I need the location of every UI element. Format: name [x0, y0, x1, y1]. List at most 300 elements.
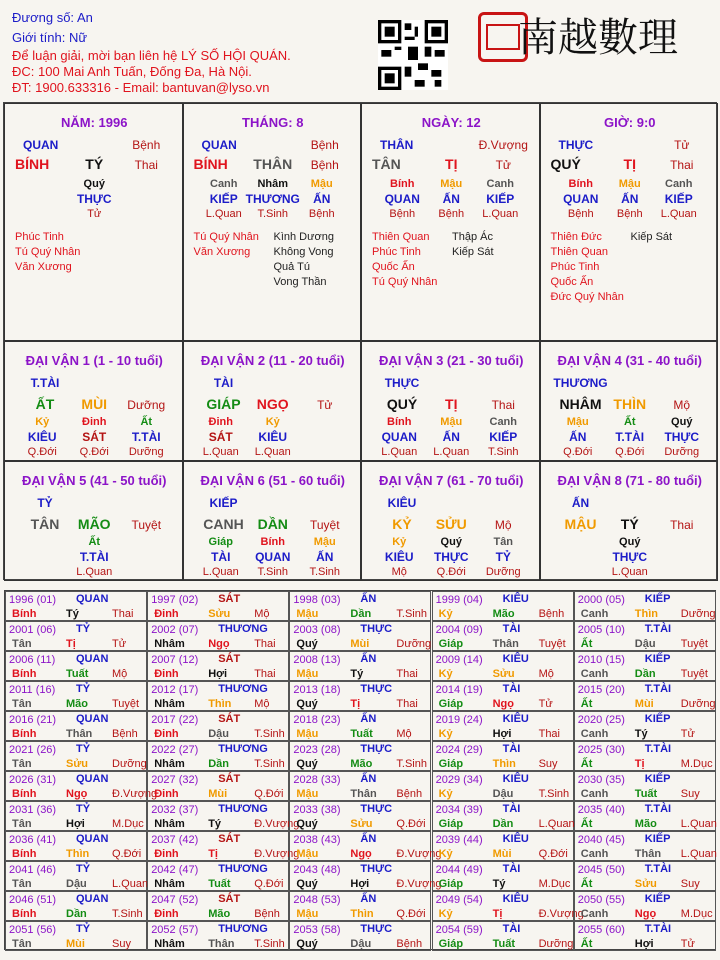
year-branch: Tị	[66, 638, 76, 650]
year-phase: Đ.Vượng	[396, 878, 442, 890]
year-stem: Bính	[12, 668, 37, 680]
year-label: 2055 (60)	[577, 924, 625, 936]
year-cell	[289, 831, 442, 861]
year-label: 2004 (09)	[435, 624, 483, 636]
year-stem: Quý	[296, 878, 318, 890]
dai-van-branch: TỊ	[445, 396, 458, 412]
year-stem: Ất	[580, 638, 593, 650]
hidden-phase: Bệnh	[438, 208, 465, 220]
year-phase: Thai	[396, 698, 418, 710]
qr-code-icon	[378, 20, 448, 90]
year-stem: Tân	[12, 878, 32, 890]
year-label: 2033 (38)	[293, 804, 341, 816]
year-stem: Nhâm	[154, 878, 185, 890]
year-stem: Bính	[12, 848, 37, 860]
inauspicious-star: Kình Dương	[273, 231, 334, 243]
hidden-phase: Q.Đới	[563, 446, 593, 458]
year-cell	[574, 771, 716, 801]
year-god: QUAN	[76, 833, 109, 845]
year-stem: Canh	[580, 668, 609, 680]
year-phase: Dưỡng	[396, 638, 432, 650]
year-branch: Mùi	[66, 938, 85, 950]
year-branch: Ngọ	[492, 698, 514, 710]
dai-van-phase: Mộ	[673, 398, 691, 412]
year-stem: Tân	[12, 818, 32, 830]
year-label: 2053 (58)	[293, 924, 341, 936]
year-stem: Kỷ	[438, 668, 453, 680]
dai-van-god: ẤN	[571, 496, 590, 510]
auspicious-star: Thiên Đức	[550, 231, 602, 243]
dai-van-branch: SỬU	[435, 516, 467, 532]
dai-van-phase: Thai	[670, 518, 694, 532]
year-branch: Tý	[634, 728, 648, 740]
year-god: ẤN	[360, 713, 377, 725]
hidden-phase: Bệnh	[567, 208, 594, 220]
year-god: T.TÀI	[644, 923, 672, 935]
year-stem: Giáp	[438, 698, 464, 710]
year-stem: Giáp	[438, 638, 464, 650]
year-branch: Tý	[492, 878, 506, 890]
pillar-phase: Thai	[134, 158, 158, 172]
year-stem: Đinh	[154, 788, 179, 800]
year-stem: Kỷ	[438, 728, 453, 740]
year-label: 2027 (32)	[151, 774, 199, 786]
year-phase: L.Quan	[538, 818, 575, 830]
year-cell	[147, 891, 289, 921]
year-label: 2013 (18)	[293, 684, 341, 696]
inauspicious-star: Kiếp Sát	[630, 231, 673, 243]
year-label: 2054 (59)	[435, 924, 483, 936]
year-cell	[289, 681, 431, 711]
year-stem: Bính	[12, 608, 37, 620]
dai-van-branch: TÝ	[620, 516, 639, 532]
year-label: 2030 (35)	[577, 774, 625, 786]
hidden-god: KIẾP	[664, 192, 693, 206]
year-cell	[147, 801, 300, 831]
year-god: TỶ	[76, 863, 91, 875]
year-phase: Thai	[254, 638, 276, 650]
year-label: 2012 (17)	[151, 684, 199, 696]
year-god: THỰC	[360, 623, 393, 635]
year-god: T.TÀI	[644, 803, 672, 815]
hidden-stem: Canh	[665, 178, 693, 190]
year-label: 2050 (55)	[577, 894, 625, 906]
year-god: TÀI	[502, 743, 521, 755]
year-god: ẤN	[360, 593, 377, 605]
year-god: T.TÀI	[644, 863, 672, 875]
year-god: TỶ	[76, 923, 91, 935]
year-phase: Bệnh	[112, 728, 138, 740]
year-phase: Thai	[396, 668, 418, 680]
year-branch: Dần	[66, 908, 87, 920]
year-branch: Hợi	[634, 938, 654, 950]
year-phase: Tử	[680, 728, 695, 740]
hidden-god: KIẾP	[486, 192, 515, 206]
year-god: TÀI	[502, 923, 521, 935]
year-branch: Thìn	[492, 758, 516, 770]
pillar-phase-top: Tử	[674, 138, 690, 152]
year-branch: Tị	[492, 908, 503, 920]
hidden-stem: Ất	[623, 416, 636, 428]
year-stem: Canh	[580, 848, 609, 860]
year-cell	[432, 921, 574, 951]
year-god: THƯƠNG	[218, 803, 268, 815]
dai-van-cell	[183, 341, 362, 461]
year-god: KIẾP	[644, 773, 671, 785]
year-cell	[5, 621, 147, 651]
pillar-phase: Bệnh	[310, 158, 339, 172]
year-cell	[5, 891, 147, 921]
year-phase: M.Dục	[112, 818, 144, 830]
year-god: TÀI	[502, 863, 521, 875]
year-stem: Canh	[580, 608, 609, 620]
year-god: KIÊU	[502, 893, 529, 905]
year-god: SÁT	[218, 893, 241, 905]
dai-van-phase: Thai	[491, 398, 515, 412]
hidden-stem: Đinh	[208, 416, 233, 428]
year-branch: Sửu	[350, 818, 373, 830]
year-stem: Bính	[12, 788, 37, 800]
auspicious-star: Phúc Tinh	[15, 231, 64, 243]
hidden-stem: Nhâm	[257, 178, 289, 190]
year-stem: Canh	[580, 788, 609, 800]
year-label: 2034 (39)	[435, 804, 483, 816]
auspicious-star: Tú Quý Nhân	[372, 276, 438, 288]
year-label: 2049 (54)	[435, 894, 483, 906]
hidden-phase: L.Quan	[76, 566, 113, 578]
auspicious-star: Văn Xương	[15, 261, 72, 273]
year-cell	[574, 681, 716, 711]
hidden-stem: Tân	[493, 536, 514, 548]
year-cell	[574, 831, 716, 861]
hidden-stem: Kỷ	[35, 416, 50, 428]
year-branch: Tuất	[634, 788, 658, 800]
hidden-stem: Bính	[390, 178, 415, 190]
year-label: 2029 (34)	[435, 774, 483, 786]
year-stem: Mậu	[296, 908, 319, 920]
year-stem: Kỷ	[438, 788, 453, 800]
hidden-phase: L.Quan	[202, 566, 239, 578]
bazi-chart	[3, 102, 717, 580]
year-phase: Tuyệt	[112, 698, 140, 710]
year-label: 2000 (05)	[577, 594, 625, 606]
year-stem: Canh	[580, 728, 609, 740]
hidden-god: SÁT	[208, 430, 233, 444]
year-cell	[289, 861, 442, 891]
year-cell	[432, 831, 574, 861]
year-label: 2014 (19)	[435, 684, 483, 696]
year-branch: Dậu	[634, 638, 656, 650]
year-stem: Quý	[296, 938, 318, 950]
year-god: SÁT	[218, 653, 241, 665]
pillar-cell	[4, 103, 183, 341]
year-stem: Ất	[580, 878, 593, 890]
hidden-phase: Dưỡng	[128, 446, 164, 458]
year-cell	[147, 681, 289, 711]
year-label: 1997 (02)	[151, 594, 199, 606]
hidden-stem: Đinh	[82, 416, 107, 428]
pillar-god: THÂN	[380, 138, 414, 152]
dai-van-title: ĐẠI VẬN 2 (11 - 20 tuổi)	[200, 353, 345, 368]
year-god: ẤN	[360, 833, 377, 845]
year-label: 2006 (11)	[9, 654, 56, 666]
hidden-phase: Q.Đới	[79, 446, 109, 458]
year-phase: Đ.Vượng	[254, 848, 300, 860]
year-cell	[147, 771, 289, 801]
year-branch: Ngọ	[66, 788, 88, 800]
year-phase: T.Sinh	[396, 608, 427, 620]
year-cell	[289, 801, 431, 831]
year-phase: Mộ	[112, 668, 128, 680]
year-stem: Giáp	[438, 878, 464, 890]
hidden-god: ẤN	[442, 192, 460, 206]
year-phase: T.Sinh	[112, 908, 143, 920]
dai-van-stem: QUÝ	[386, 396, 418, 412]
year-stem: Mậu	[296, 848, 319, 860]
hidden-phase: L.Quan	[205, 208, 242, 220]
auspicious-star: Đức Quý Nhân	[550, 291, 624, 303]
hidden-god: THỰC	[433, 550, 469, 564]
year-cell	[432, 891, 584, 921]
hidden-phase: Dưỡng	[485, 566, 521, 578]
hidden-god: ẤN	[621, 192, 639, 206]
dai-van-title: ĐẠI VẬN 6 (51 - 60 tuổi)	[200, 473, 345, 488]
hidden-god: ẤN	[316, 550, 334, 564]
year-god: KIẾP	[644, 593, 671, 605]
hidden-god: TỶ	[495, 550, 511, 564]
year-cell	[147, 921, 289, 951]
pillar-stem: BÍNH	[193, 156, 228, 172]
dai-van-cell	[4, 461, 183, 581]
hidden-phase: Bệnh	[616, 208, 643, 220]
year-phase: T.Sinh	[254, 758, 285, 770]
year-stem: Quý	[296, 818, 318, 830]
dai-van-phase: Dưỡng	[127, 398, 166, 412]
year-stem: Canh	[580, 908, 609, 920]
pillar-cell	[361, 103, 540, 341]
year-cell	[5, 831, 147, 861]
auspicious-star: Thiên Quan	[550, 246, 608, 258]
year-label: 2036 (41)	[9, 834, 57, 846]
dai-van-phase: Tử	[317, 398, 333, 412]
year-god: ẤN	[360, 773, 377, 785]
year-label: 1999 (04)	[435, 594, 483, 606]
auspicious-star: Phúc Tinh	[550, 261, 600, 273]
year-phase: Dưỡng	[680, 608, 716, 620]
year-phase: T.Sinh	[396, 758, 427, 770]
year-branch: Dần	[350, 608, 372, 620]
year-label: 2025 (30)	[577, 744, 625, 756]
year-phase: Mộ	[538, 668, 554, 680]
year-stem: Tân	[12, 938, 32, 950]
hidden-phase: Mộ	[391, 566, 407, 578]
year-branch: Mão	[350, 758, 373, 770]
year-label: 1996 (01)	[9, 594, 57, 606]
year-cell	[574, 711, 716, 741]
year-cell	[289, 591, 431, 621]
year-phase: Thai	[538, 728, 560, 740]
year-stem: Nhâm	[154, 638, 185, 650]
year-label: 2019 (24)	[435, 714, 483, 726]
pillar-cell	[183, 103, 362, 341]
year-label: 2028 (33)	[293, 774, 341, 786]
hidden-stem: Mậu	[566, 416, 589, 428]
year-cell	[5, 711, 147, 741]
dai-van-stem: GIÁP	[206, 396, 241, 412]
year-phase: L.Quan	[680, 848, 717, 860]
hidden-phase: T.Sinh	[487, 446, 519, 458]
year-phase: Bệnh	[538, 608, 565, 620]
year-branch: Ngọ	[350, 848, 372, 860]
year-branch: Mão	[208, 908, 231, 920]
year-phase: Mộ	[254, 698, 270, 710]
year-branch: Dậu	[350, 938, 372, 950]
year-god: KIÊU	[502, 593, 529, 605]
pillar-cell	[540, 103, 719, 341]
year-cell	[432, 861, 574, 891]
year-label: 2003 (08)	[293, 624, 341, 636]
year-god: T.TÀI	[644, 743, 672, 755]
hidden-phase: L.Quan	[433, 446, 470, 458]
year-phase: L.Quan	[112, 878, 149, 890]
year-stem: Nhâm	[154, 758, 185, 770]
dai-van-god: TỶ	[37, 496, 53, 510]
pillar-god: THỰC	[558, 138, 594, 152]
year-stem: Kỷ	[438, 908, 453, 920]
year-god: QUAN	[76, 893, 109, 905]
year-god: TỶ	[76, 623, 91, 635]
year-label: 2043 (48)	[293, 864, 341, 876]
address-line: ĐC: 100 Mai Anh Tuấn, Đống Đa, Hà Nội.	[12, 64, 252, 79]
year-phase: Tử	[112, 638, 127, 650]
year-god: KIẾP	[644, 713, 671, 725]
year-god: SÁT	[218, 833, 241, 845]
year-god: QUAN	[76, 653, 109, 665]
auspicious-star: Tú Quý Nhân	[193, 231, 259, 243]
year-cell	[5, 861, 147, 891]
year-branch: Thìn	[634, 608, 659, 620]
year-god: T.TÀI	[644, 623, 672, 635]
year-label: 2010 (15)	[577, 654, 625, 666]
year-label: 2009 (14)	[435, 654, 483, 666]
year-stem: Ất	[580, 698, 593, 710]
year-cell	[289, 621, 431, 651]
pillar-branch: TỊ	[445, 156, 458, 172]
owner-line: Đương số: An	[12, 10, 93, 25]
year-cell	[432, 681, 574, 711]
year-cell	[574, 891, 716, 921]
year-god: QUAN	[76, 773, 109, 785]
year-stem: Kỷ	[438, 848, 453, 860]
year-cell	[432, 651, 574, 681]
year-god: KIẾP	[644, 653, 671, 665]
year-branch: Tuất	[492, 938, 515, 950]
hidden-god: TÀI	[211, 550, 231, 564]
pillar-phase: Tử	[495, 158, 511, 172]
year-label: 2001 (06)	[9, 624, 57, 636]
pillar-stem: BÍNH	[15, 156, 50, 172]
year-god: TỶ	[76, 743, 91, 755]
year-branch: Hợi	[208, 668, 228, 680]
year-cell	[147, 741, 289, 771]
year-branch: Sửu	[208, 608, 231, 620]
year-branch: Hợi	[66, 818, 85, 830]
year-branch: Ngọ	[208, 638, 230, 650]
year-phase: Bệnh	[396, 938, 423, 950]
pillar-phase-top: Đ.Vượng	[478, 138, 528, 152]
year-cell	[147, 861, 289, 891]
year-phase: M.Dục	[538, 878, 571, 890]
hidden-god: ẤN	[569, 430, 587, 444]
year-label: 2045 (50)	[577, 864, 625, 876]
inauspicious-star: Không Vong	[273, 246, 334, 258]
year-phase: Q.Đới	[254, 878, 284, 890]
dai-van-god: KIẾP	[209, 496, 238, 510]
year-stem: Nhâm	[154, 938, 185, 950]
year-branch: Thân	[492, 638, 519, 650]
brand-logo: 南越數理	[478, 10, 716, 72]
year-label: 2022 (27)	[151, 744, 199, 756]
inauspicious-star: Quả Tú	[273, 261, 310, 273]
year-label: 2016 (21)	[9, 714, 57, 726]
year-stem: Mậu	[296, 668, 319, 680]
dai-van-stem: ẤT	[35, 396, 55, 412]
year-god: THỰC	[360, 863, 393, 875]
year-cell	[574, 801, 716, 831]
year-stem: Đinh	[154, 908, 179, 920]
year-god: QUAN	[76, 713, 109, 725]
dai-van-stem: NHÂM	[559, 396, 602, 412]
pillar-stem: TÂN	[372, 156, 401, 172]
year-stem: Giáp	[438, 758, 464, 770]
hidden-phase: L.Quan	[611, 566, 648, 578]
hidden-phase: L.Quan	[202, 446, 239, 458]
year-cell	[147, 651, 289, 681]
dai-van-title: ĐẠI VẬN 7 (61 - 70 tuổi)	[379, 473, 524, 488]
year-phase: Suy	[112, 938, 131, 950]
hidden-phase: Q.Đới	[436, 566, 466, 578]
year-branch: Mão	[492, 608, 515, 620]
year-phase: M.Dục	[680, 908, 713, 920]
year-stem: Ất	[580, 938, 593, 950]
hidden-stem: Mậu	[310, 178, 333, 190]
pillar-god: QUAN	[201, 138, 237, 152]
auspicious-star: Quốc Ấn	[372, 261, 415, 273]
dai-van-god: TÀI	[213, 376, 234, 390]
year-label: 2020 (25)	[577, 714, 625, 726]
year-branch: Thân	[634, 848, 662, 860]
dai-van-title: ĐẠI VẬN 8 (71 - 80 tuổi)	[557, 473, 702, 488]
year-god: KIÊU	[502, 653, 529, 665]
dai-van-god: THỰC	[384, 376, 420, 390]
year-branch: Hợi	[350, 878, 370, 890]
year-phase: Mộ	[254, 608, 270, 620]
dai-van-god: THƯƠNG	[553, 376, 608, 390]
year-label: 2021 (26)	[9, 744, 57, 756]
hidden-phase: Dưỡng	[664, 446, 700, 458]
year-label: 2031 (36)	[9, 804, 57, 816]
year-stem: Quý	[296, 698, 318, 710]
year-cell	[432, 621, 574, 651]
year-cell	[289, 921, 431, 951]
year-cell	[5, 741, 147, 771]
year-cell	[574, 921, 716, 951]
year-phase: Tử	[538, 698, 553, 710]
hidden-god: T.TÀI	[131, 430, 161, 444]
year-branch: Dần	[492, 818, 514, 830]
year-stem: Mậu	[296, 788, 319, 800]
year-stem: Nhâm	[154, 818, 185, 830]
